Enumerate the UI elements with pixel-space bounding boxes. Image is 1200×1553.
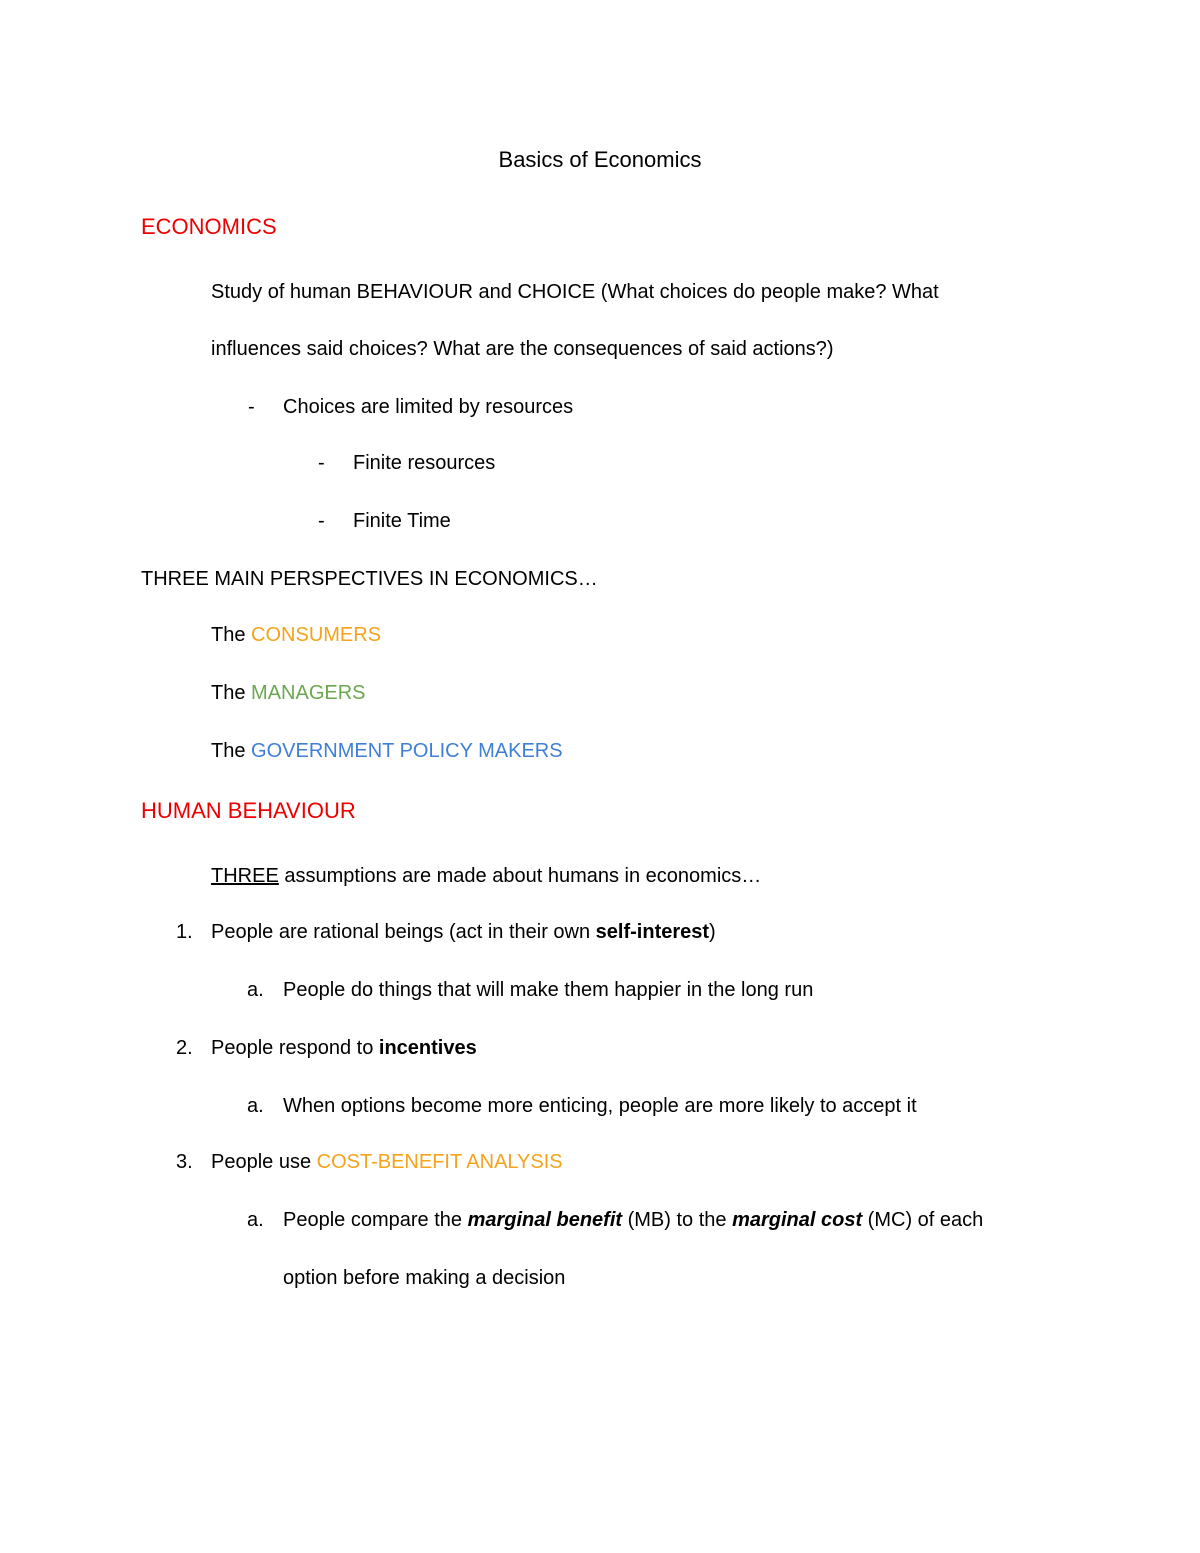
list-item-rational: People are rational beings (act in their own self-interest) — [211, 921, 716, 943]
perspective-label: CONSUMERS — [251, 624, 382, 646]
definition-line-2: influences said choices? What are the consequences of said actions?) — [211, 338, 834, 360]
list-item-incentives: People respond to incentives — [211, 1037, 477, 1059]
emphasis-marginal-benefit: marginal benefit — [467, 1209, 623, 1231]
sub-bullet-marker: - — [318, 510, 325, 532]
sub-list-item-marginal-line-2: option before making a decision — [283, 1267, 566, 1289]
emphasis-self-interest: self-interest — [595, 921, 710, 943]
sub-bullet-finite-resources: Finite resources — [353, 452, 496, 474]
section-heading-human-behaviour: HUMAN BEHAVIOUR — [141, 798, 356, 823]
perspective-managers — [211, 681, 366, 705]
perspective-label: MANAGERS — [251, 682, 366, 704]
perspective-government — [211, 739, 563, 763]
list-number: 3. — [176, 1151, 193, 1173]
perspective-prefix: The — [211, 624, 246, 646]
perspective-prefix: The — [211, 740, 246, 762]
sub-list-letter: a. — [247, 979, 264, 1001]
perspective-label: GOVERNMENT POLICY MAKERS — [251, 740, 563, 762]
section-heading-economics: ECONOMICS — [141, 214, 277, 239]
list-number: 1. — [176, 921, 193, 943]
perspective-prefix: The — [211, 682, 246, 704]
perspective-consumers — [211, 623, 381, 647]
perspectives-heading: THREE MAIN PERSPECTIVES IN ECONOMICS… — [141, 568, 598, 590]
sub-list-item-enticing: When options become more enticing, people are more likely to accept it — [283, 1095, 917, 1117]
sub-list-item-happier: People do things that will make them happier in the long run — [283, 979, 814, 1001]
list-number: 2. — [176, 1037, 193, 1059]
document-title: Basics of Economics — [498, 147, 702, 172]
emphasis-incentives: incentives — [378, 1037, 477, 1059]
sub-bullet-finite-time: Finite Time — [353, 510, 451, 532]
intro-rest: assumptions are made about humans in economics… — [278, 865, 762, 887]
bullet-choices-limited: Choices are limited by resources — [283, 396, 574, 418]
list-item-cost-benefit: People use COST-BENEFIT ANALYSIS — [211, 1151, 563, 1173]
highlight-cost-benefit: COST-BENEFIT ANALYSIS — [316, 1151, 563, 1173]
sub-list-letter: a. — [247, 1209, 264, 1231]
sub-list-letter: a. — [247, 1095, 264, 1117]
emphasis-marginal-cost: marginal cost — [732, 1209, 863, 1231]
assumptions-intro — [211, 864, 761, 888]
sub-list-item-marginal: People compare the marginal benefit (MB) to the marginal cost (MC) of each — [283, 1209, 984, 1231]
bullet-marker: - — [248, 396, 255, 418]
sub-bullet-marker: - — [318, 452, 325, 474]
definition-line-1: Study of human BEHAVIOUR and CHOICE (What choices do people make? What — [211, 281, 939, 303]
intro-underlined: THREE — [211, 865, 279, 887]
